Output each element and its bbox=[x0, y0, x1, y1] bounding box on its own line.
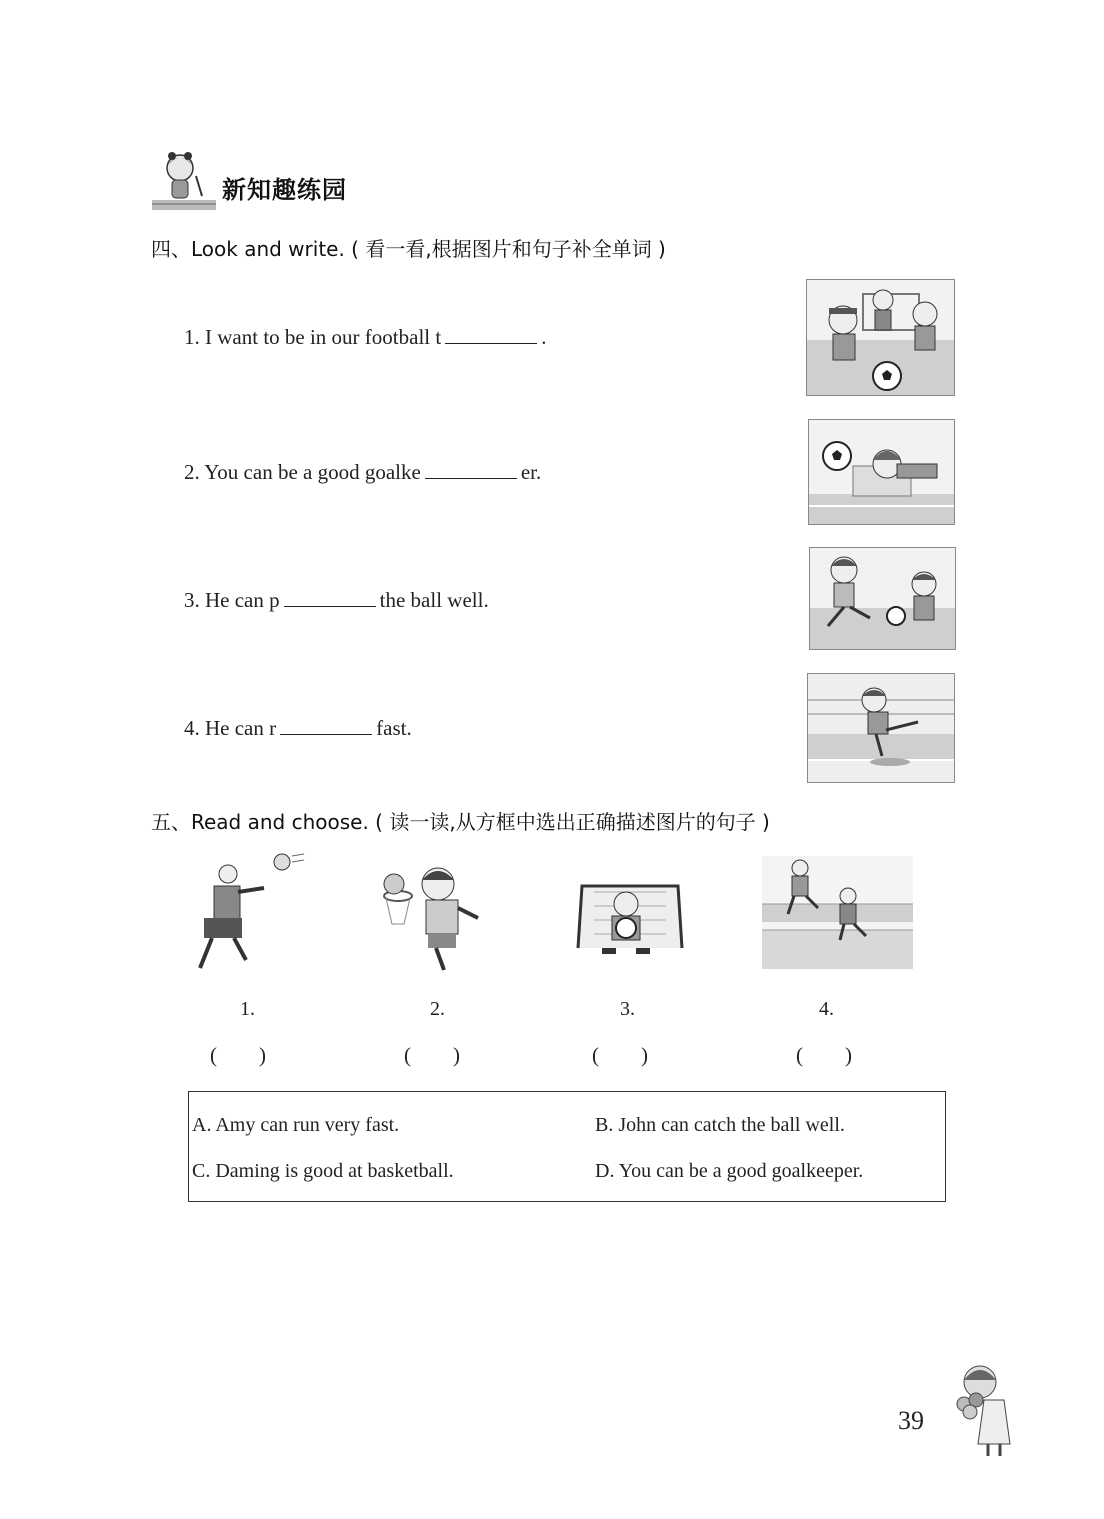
question-2 bbox=[184, 460, 541, 485]
option-a: A. Amy can run very fast. bbox=[192, 1114, 400, 1136]
football-team-picture bbox=[806, 279, 955, 396]
question-text-end: fast. bbox=[376, 716, 412, 740]
picture-number-3: 3. bbox=[620, 998, 635, 1020]
option-c: C. Daming is good at basketball. bbox=[192, 1160, 454, 1182]
question-3 bbox=[184, 588, 489, 613]
options-box bbox=[188, 1091, 946, 1202]
answer-blank[interactable] bbox=[280, 716, 372, 735]
picture-number-2: 2. bbox=[430, 998, 445, 1020]
answer-bracket-3[interactable]: ( ) bbox=[592, 1043, 648, 1067]
question-text: You can be a good goalke bbox=[204, 460, 421, 484]
question-text: I want to be in our football t bbox=[205, 325, 442, 349]
girl-writing-icon bbox=[150, 146, 218, 214]
question-text: He can r bbox=[205, 716, 277, 740]
question-4 bbox=[184, 716, 412, 741]
answer-blank[interactable] bbox=[284, 588, 376, 607]
section-5-title: 五、Read and choose. ( 读一读,从方框中选出正确描述图片的句子 ) bbox=[151, 810, 770, 834]
question-1 bbox=[184, 325, 546, 350]
question-number: 2. bbox=[184, 460, 200, 484]
option-d: D. You can be a good goalkeeper. bbox=[595, 1160, 864, 1182]
answer-bracket-4[interactable]: ( ) bbox=[796, 1043, 852, 1067]
running-kids-picture bbox=[762, 856, 913, 969]
section-4-title: 四、Look and write. ( 看一看,根据图片和句子补全单词 ) bbox=[151, 237, 666, 261]
page-number: 39 bbox=[898, 1406, 924, 1435]
picture-number-4: 4. bbox=[819, 998, 834, 1020]
passing-ball-picture bbox=[809, 547, 956, 650]
goalkeeper-picture bbox=[808, 419, 955, 525]
answer-blank[interactable] bbox=[445, 325, 537, 344]
answer-bracket-1[interactable]: ( ) bbox=[210, 1043, 266, 1067]
answer-blank[interactable] bbox=[425, 460, 517, 479]
question-text-end: the ball well. bbox=[379, 588, 489, 612]
question-text-end: er. bbox=[520, 460, 542, 484]
question-number: 4. bbox=[184, 716, 200, 740]
question-number: 3. bbox=[184, 588, 200, 612]
question-number: 1. bbox=[184, 325, 200, 349]
page-title: 新知趣练园 bbox=[222, 176, 347, 204]
answer-bracket-2[interactable]: ( ) bbox=[404, 1043, 460, 1067]
picture-number-1: 1. bbox=[240, 998, 255, 1020]
question-text: He can p bbox=[205, 588, 280, 612]
goalkeeper-net-picture bbox=[574, 882, 686, 958]
running-boy-picture bbox=[807, 673, 955, 783]
basketball-picture bbox=[378, 862, 482, 974]
question-text-end: . bbox=[541, 325, 547, 349]
catching-ball-picture bbox=[190, 852, 310, 974]
girl-with-flowers-icon bbox=[940, 1360, 1020, 1460]
option-b: B. John can catch the ball well. bbox=[595, 1114, 845, 1136]
